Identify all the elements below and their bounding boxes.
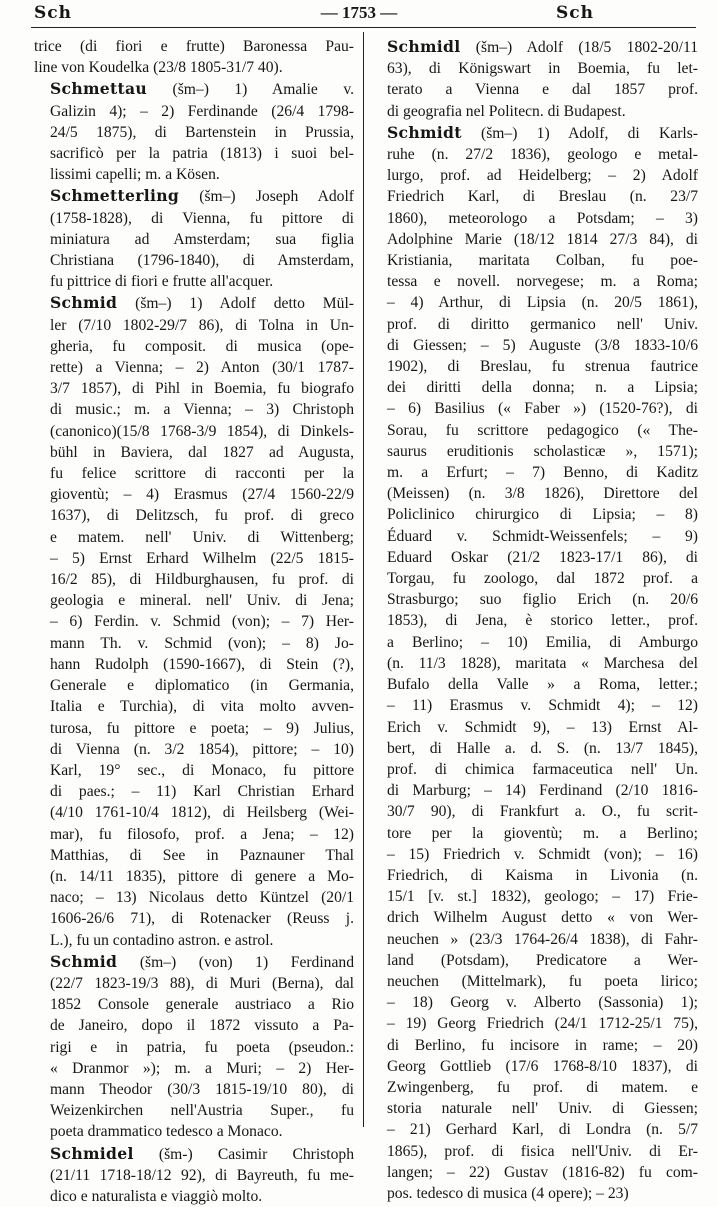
entry-headword: Schmettau: [50, 79, 148, 99]
entry-line: storia naturale nell' Univ. di Giessen;: [387, 1100, 698, 1118]
entry-line: Galizin 4); – 2) Ferdinande (26/4 1798-: [50, 102, 354, 120]
entry-line: (1758-1828), di Vienna, fu pittore di: [50, 209, 354, 227]
entry-headword: Schmidel: [50, 1143, 134, 1163]
entry-line: fu pittrice di fiori e frutte all'acquer.: [50, 273, 274, 291]
entry-line: di Berlino, fu incisore in rame; – 20): [387, 1036, 698, 1054]
entry-line: Friedrich, di Kaisma in Livonia (n.: [387, 866, 698, 884]
entry-line: 1606-26/6 71), di Rotenacker (Reuss j.: [50, 910, 354, 928]
entry-line: dei diritti della donna; n. a Lipsia;: [387, 379, 698, 397]
entry-line: Georg Gottlieb (17/6 1768-8/10 1837), di: [387, 1057, 698, 1075]
entry-line: gheria, fu composit. di musica (ope-: [50, 337, 354, 355]
entry-line: Schmetterling (šm–) Joseph Adolf: [50, 186, 354, 206]
dictionary-entry: [371, 122, 698, 1204]
entry-line: di Giessen; – 5) Auguste (3/8 1833-10/6: [387, 336, 698, 354]
entry-line: 24/5 1875), di Bartenstein in Prussia,: [50, 123, 354, 141]
entry-line: terato a Vienna e dal 1857 prof.: [387, 81, 698, 99]
entry-line: turosa, fu pittore e poeta; – 9) Julius,: [50, 719, 354, 737]
dictionary-entry: [34, 1143, 354, 1207]
entry-line: 1852 Console generale austriaco a Rio: [50, 996, 354, 1014]
entry-line: (21/11 1718-18/12 92), di Bayreuth, fu me-: [50, 1166, 354, 1184]
entry-line: geologia e mineral. nell' Univ. di Jena;: [50, 592, 354, 610]
entry-line: Éduard v. Schmidt-Weissenfels; – 9): [387, 527, 698, 545]
entry-line: Schmidt (šm–) 1) Adolf, di Karls-: [387, 122, 698, 142]
entry-line: (Meissen) (n. 3/8 1826), Direttore del: [387, 485, 698, 503]
entry-line: Schmidl (šm–) Adolf (18/5 1802-20/11: [387, 37, 698, 56]
entry-line: ler (7/10 1802-29/7 86), di Tolna in Un-: [50, 316, 354, 334]
entry-line: di music.; m. a Vienna; – 3) Christoph: [50, 401, 354, 419]
entry-line: (4/10 1761-10/4 1812), di Heilsberg (Wei-: [50, 804, 354, 822]
entry-line: a Berlino; – 10) Emilia, di Amburgo: [387, 633, 698, 651]
entry-line: mar), fu filosofo, prof. a Jena; – 12): [50, 825, 354, 843]
entry-line: Italia e Turchia), di vita molto avven-: [50, 698, 354, 716]
entry-line: Erich v. Schmidt 9), – 13) Ernst Al-: [387, 718, 698, 736]
entry-headword: Schmidl: [387, 37, 461, 56]
entry-line: Karl, 19° sec., di Monaco, fu pittore: [50, 761, 354, 779]
entry-line: neuchen » (23/3 1764-26/4 1838), di Fahr-: [387, 930, 698, 948]
entry-line: m. a Erfurt; – 7) Benno, di Kaditz: [387, 464, 698, 482]
entry-line: miniatura ad Amsterdam; sua figlia: [50, 230, 354, 248]
entry-line: Schmettau (šm–) 1) Amalie v.: [50, 79, 354, 99]
dictionary-entry: [34, 292, 354, 950]
entry-line: Christiana (1796-1840), di Amsterdam,: [50, 252, 354, 270]
entry-line: (n. 11/3 1828), maritata « Marchesa del: [387, 654, 698, 672]
entry-line: Policlinico chirurgico di Lipsia; – 8): [387, 506, 698, 524]
entry-line: – 11) Erasmus v. Schmidt 4); – 12): [387, 697, 698, 715]
entry-headword: Schmid: [50, 293, 118, 313]
entry-line: 1902), di Breslau, fu strenua fautrice: [387, 358, 698, 376]
entry-headword: Schmidt: [387, 122, 462, 142]
entry-line: lurgo, prof. ad Heidelberg; – 2) Adolf: [387, 167, 698, 185]
entry-line: rigi e in patria, fu poeta (pseudon.:: [50, 1038, 354, 1056]
entry-line: pos. tedesco di musica (4 opere); – 23): [387, 1184, 629, 1202]
entry-line: bert, di Halle a. d. S. (n. 13/7 1845),: [387, 739, 698, 757]
entry-line: di geografia nel Politecn. di Budapest.: [387, 102, 626, 120]
entry-headword: Schmetterling: [50, 186, 180, 206]
entry-line: gioventù; – 4) Erasmus (27/4 1560-22/9: [50, 486, 354, 504]
entry-line: Eduard Oskar (21/2 1823-17/1 86), di: [387, 548, 698, 566]
entry-line: line von Koudelka (23/8 1805-31/7 40).: [34, 59, 283, 77]
entry-line: drich Wilhelm August detto « von Wer-: [387, 909, 698, 927]
dictionary-entry: [371, 36, 698, 122]
entry-line: – 18) Georg v. Alberto (Sassonia) 1);: [387, 994, 698, 1012]
entry-line: Generale e diplomatico (in Germania,: [50, 677, 354, 695]
entry-line: poeta drammatico tedesco a Monaco.: [50, 1123, 283, 1141]
entry-line: (n. 14/11 1835), pittore di genere a Mo-: [50, 867, 354, 885]
entry-line: e matem. nell' Univ. di Wittenberg;: [50, 528, 354, 546]
entry-line: 1860), meteorologo a Potsdam; – 3): [387, 209, 698, 227]
entry-line: hann Rudolph (1590-1667), di Stein (?),: [50, 655, 354, 673]
entry-line: prof. di chimica farmaceutica nell' Un.: [387, 760, 698, 778]
entry-line: trice (di fiori e frutte) Baronessa Pau-: [34, 38, 354, 55]
entry-line: Schmid (šm–) (von) 1) Ferdinand: [50, 951, 354, 971]
entry-line: 63), di Königswart in Boemia, fu let-: [387, 60, 698, 78]
entry-line: 1865), prof. di fisica nell'Univ. di Er-: [387, 1142, 698, 1160]
entry-line: L.), fu un contadino astron. e astrol.: [50, 931, 274, 949]
entry-line: fu felice scrittore di racconti per la: [50, 465, 354, 483]
entry-line: de Janeiro, dopo il 1872 vissuto a Pa-: [50, 1017, 354, 1035]
entry-line: tessa e novell. norvegese; m. a Roma;: [387, 273, 698, 291]
entry-line: – 6) Basilius (« Faber ») (1520-76?), di: [387, 400, 698, 418]
entry-line: mann Th. v. Schmid (von); – 8) Jo-: [50, 634, 354, 652]
entry-line: – 21) Gerhard Karl, di Londra (n. 5/7: [387, 1121, 698, 1139]
entry-line: 16/2 85), di Hildburghausen, fu prof. di: [50, 571, 354, 589]
entry-line: 15/1 [v. st.] 1832), geologo; – 17) Frie-: [387, 888, 698, 906]
entry-line: Schmid (šm–) 1) Adolf detto Mül-: [50, 293, 354, 313]
entry-line: di paes.; – 11) Karl Christian Erhard: [50, 783, 354, 801]
entry-line: (canonico)(15/8 1768-3/9 1854), di Dinkels-: [50, 422, 354, 440]
entry-line: naco; – 13) Nicolaus detto Küntzel (20/1: [50, 889, 354, 907]
entry-line: sacrificò per la patria (1813) i suoi bel-: [50, 145, 354, 163]
left-column: [34, 36, 354, 1205]
dictionary-entry: [34, 951, 354, 1143]
column-divider: [363, 32, 364, 1127]
entry-line: – 15) Friedrich v. Schmidt (von); – 16): [387, 845, 698, 863]
entry-line: mann Theodor (30/3 1815-19/10 80), di: [50, 1080, 354, 1098]
right-column: [371, 36, 698, 1202]
dictionary-entry: [34, 78, 354, 185]
entry-line: lissimi capelli; m. a Kösen.: [50, 166, 220, 184]
entry-line: Weizenkirchen nell'Austria Super., fu: [50, 1102, 354, 1120]
entry-line: Zwingenberg, fu prof. di matem. e: [387, 1078, 698, 1096]
entry-line: Friedrich Karl, di Breslau (n. 23/7: [387, 188, 698, 206]
entry-line: – 5) Ernst Erhard Wilhelm (22/5 1815-: [50, 549, 354, 567]
entry-line: « Dranmor »); m. a Muri; – 2) Her-: [50, 1059, 354, 1077]
entry-line: land (Potsdam), Predicatore a Wer-: [387, 951, 698, 969]
entry-line: – 19) Georg Friedrich (24/1 1712-25/1 75),: [387, 1015, 698, 1033]
entry-headword: Schmid: [50, 951, 118, 971]
entry-line: – 6) Ferdin. v. Schmid (von); – 7) Her-: [50, 613, 354, 631]
entry-line: Bufalo della Valle » a Roma, letter.;: [387, 676, 698, 694]
entry-line: dico e naturalista e viaggiò molto.: [50, 1187, 263, 1205]
running-header: [0, 2, 718, 24]
header-left-guideword: Sch: [34, 3, 72, 23]
entry-line: neuchen (Mittelmark), fu poeta lirico;: [387, 972, 698, 990]
entry-line: Kristiania, maritata Colban, fu poe-: [387, 252, 698, 270]
entry-line: saurus eruditionis scholasticæ », 1571);: [387, 442, 698, 460]
entry-line: di Vienna (n. 3/2 1854), pittore; – 10): [50, 740, 354, 758]
entry-line: Adolphine Marie (18/12 1814 27/3 84), di: [387, 230, 698, 248]
entry-line: Matthias, di See in Paznauner Thal: [50, 846, 354, 864]
entry-line: Strasburgo; suo figlio Erich (n. 20/6: [387, 591, 698, 609]
entry-line: bühl in Baviera, dal 1827 ad Augusta,: [50, 443, 354, 461]
entry-line: ruhe (n. 27/2 1836), geologo e metal-: [387, 146, 698, 164]
entry-line: – 4) Arthur, di Lipsia (n. 20/5 1861),: [387, 294, 698, 312]
entry-line: 3/7 1857), di Pihl in Boemia, fu biografo: [50, 380, 354, 398]
entry-line: rette) a Vienna; – 2) Anton (30/1 1787-: [50, 359, 354, 377]
entry-line: 1853), di Jena, è storico letter., prof.: [387, 612, 698, 630]
entry-line: tore per la gioventù; m. a Berlino;: [387, 824, 698, 842]
entry-line: Torgau, fu zoologo, dal 1872 prof. a: [387, 570, 698, 588]
dictionary-entry: [34, 185, 354, 292]
entry-line: 30/7 90), di Frankfurt a. O., fu scrit-: [387, 803, 698, 821]
entry-line: langen; – 22) Gustav (1816-82) fu com-: [387, 1163, 698, 1181]
header-right-guideword: Sch: [556, 3, 594, 23]
page-number: — 1753 —: [320, 3, 398, 22]
dictionary-entry: [34, 36, 354, 78]
entry-line: prof. di diritto germanico nell' Univ.: [387, 315, 698, 333]
entry-line: Schmidel (šm-) Casimir Christoph: [50, 1143, 354, 1163]
entry-line: di Marburg; – 14) Ferdinand (2/10 1816-: [387, 782, 698, 800]
entry-line: 1637), di Delitzsch, fu prof. di greco: [50, 507, 354, 525]
header-rule: [31, 27, 696, 28]
entry-line: (22/7 1823-19/3 88), di Muri (Berna), dal: [50, 974, 354, 992]
entry-line: Sorau, fu scrittore pedagogico (« The-: [387, 421, 698, 439]
